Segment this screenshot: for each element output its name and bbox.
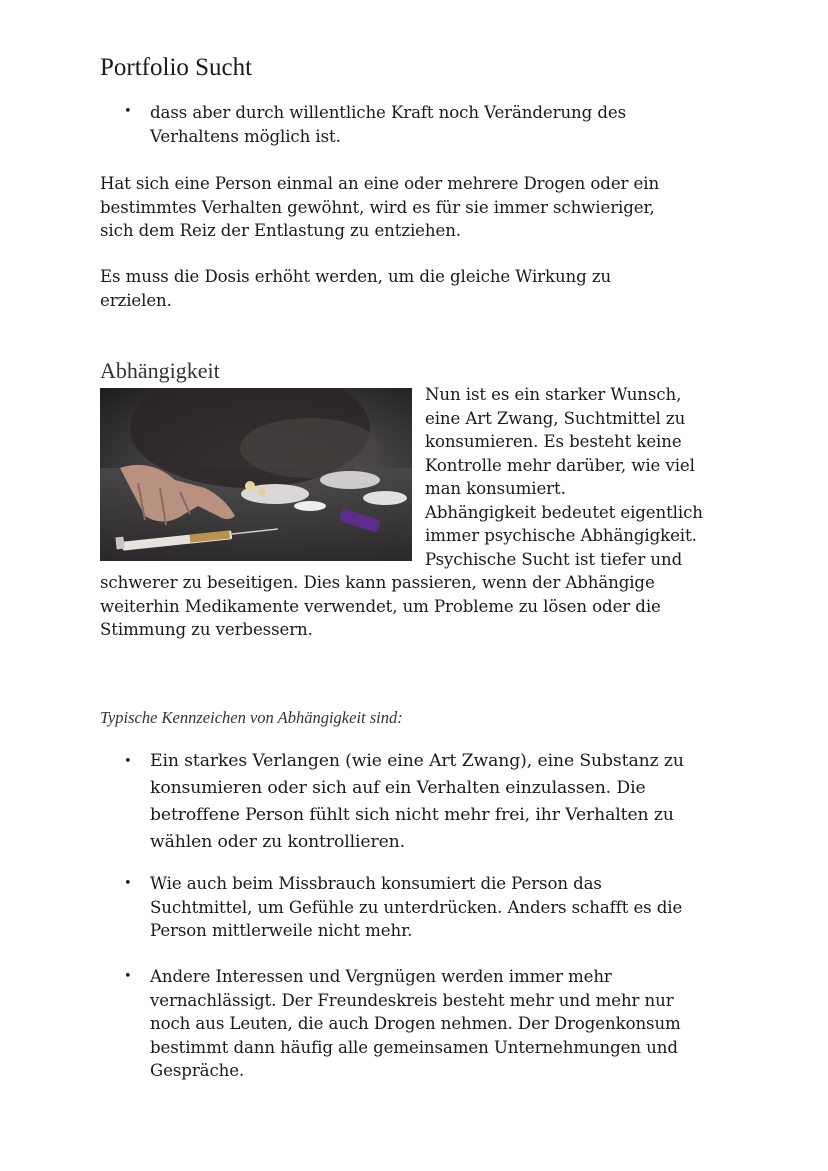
text-line: Kontrolle mehr darüber, wie viel xyxy=(425,455,695,475)
text-line: Ein starkes Verlangen (wie eine Art Zwang), eine Substanz zu xyxy=(150,751,684,771)
text-line: bestimmtes Verhalten gewöhnt, wird es für sie immer schwieriger, xyxy=(100,197,655,217)
text-line: vernachlässigt. Der Freundeskreis besteht mehr und mehr nur xyxy=(150,990,674,1010)
text-line: eine Art Zwang, Suchtmittel zu xyxy=(425,408,686,428)
text-line: konsumieren oder sich auf ein Verhalten einzulassen. Die xyxy=(150,778,646,798)
text-line: noch aus Leuten, die auch Drogen nehmen. Der Drogenkonsum xyxy=(150,1014,681,1033)
bullet-marker: • xyxy=(124,104,132,119)
text-line: Verhaltens möglich ist. xyxy=(150,126,341,146)
paragraph-dependence-side xyxy=(425,383,735,571)
page-title: Portfolio Sucht xyxy=(100,54,253,81)
photo-illustration xyxy=(100,388,412,561)
text-line: immer psychische Abhängigkeit. xyxy=(425,526,697,545)
text-line: dass aber durch willentliche Kraft noch Veränderung des xyxy=(150,103,626,122)
bullet-marker: • xyxy=(124,754,132,769)
text-line: Es muss die Dosis erhöht werden, um die gleiche Wirkung zu xyxy=(100,267,612,286)
text-line: Gespräche. xyxy=(150,1061,245,1080)
section-heading-abhaengigkeit: Abhängigkeit xyxy=(100,358,220,383)
text-line: bestimmt dann häufig alle gemeinsamen Unternehmungen und xyxy=(150,1037,678,1057)
text-line: Stimmung zu verbessern. xyxy=(100,620,313,639)
sign-item-suppression xyxy=(150,872,750,943)
signs-intro: Typische Kennzeichen von Abhängigkeit sind: xyxy=(100,708,403,727)
text-line: sich dem Reiz der Entlastung zu entziehen. xyxy=(100,221,461,240)
text-line: schwerer zu beseitigen. Dies kann passieren, wenn der Abhängige xyxy=(100,573,655,592)
text-line: Psychische Sucht ist tiefer und xyxy=(425,549,683,569)
paragraph-habituation xyxy=(100,172,740,243)
text-line: wählen oder zu kontrollieren. xyxy=(150,832,406,852)
text-line: Nun ist es ein starker Wunsch, xyxy=(425,385,682,404)
text-line: Abhängigkeit bedeutet eigentlich xyxy=(425,502,703,522)
text-line: man konsumiert. xyxy=(425,479,566,498)
text-line: Hat sich eine Person einmal an eine oder mehrere Drogen oder ein xyxy=(100,174,660,193)
text-line: betroffene Person fühlt sich nicht mehr frei, ihr Verhalten zu xyxy=(150,805,674,825)
sign-item-neglect xyxy=(150,965,750,1083)
drug-scene-photo xyxy=(100,388,412,561)
sign-item-craving xyxy=(150,748,750,856)
paragraph-dependence-continued xyxy=(100,571,740,642)
text-line: Andere Interessen und Vergnügen werden immer mehr xyxy=(150,967,612,986)
text-line: konsumieren. Es besteht keine xyxy=(425,432,682,451)
bullet-marker: • xyxy=(124,876,132,891)
text-line: Wie auch beim Missbrauch konsumiert die Person das xyxy=(150,874,602,893)
paragraph-dose xyxy=(100,265,740,312)
text-line: Person mittlerweile nicht mehr. xyxy=(150,921,413,940)
bullet-marker: • xyxy=(124,969,132,984)
text-line: Suchtmittel, um Gefühle zu unterdrücken. Anders schafft es die xyxy=(150,897,683,917)
bullet-continuation-text xyxy=(150,101,750,148)
text-line: weiterhin Medikamente verwendet, um Probleme zu lösen oder die xyxy=(100,596,661,616)
text-line: erzielen. xyxy=(100,290,172,310)
